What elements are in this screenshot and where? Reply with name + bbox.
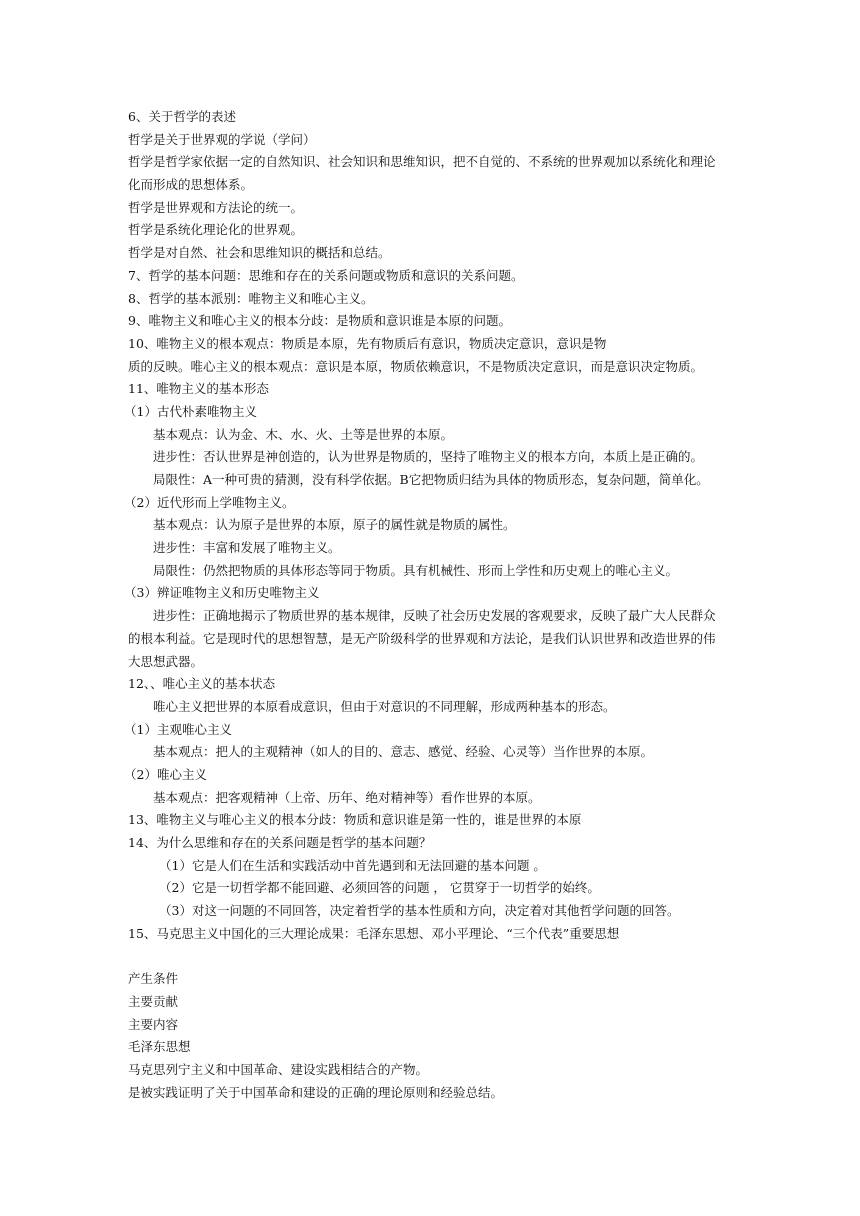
tail-line: 产生条件	[128, 971, 179, 987]
tail-line: 马克思列宁主义和中国革命、建设实践相结合的产物。	[128, 1061, 429, 1077]
progress-line: 进步性：否认世界是神创造的，认为世界是物质的，坚持了唯物主义的根本方向，本质上是正确的。	[153, 449, 704, 465]
section-15: 15、马克思主义中国化的三大理论成果：毛泽东思想、邓小平理论、“三个代表”重要思想	[128, 925, 620, 941]
spacer	[128, 945, 728, 968]
tail-line: 毛泽东思想	[128, 1039, 191, 1055]
section-6-line: 哲学是世界观和方法论的统一。	[128, 199, 304, 215]
progress-line: 的根本利益。它是现时代的思想智慧，是无产阶级科学的世界观和方法论，是我们认识世界和改造世界的伟	[128, 630, 716, 646]
section-10-line: 质的反映。唯心主义的根本观点：意识是本原，物质依赖意识，不是物质决定意识，而是意识决定物质。	[128, 358, 704, 374]
section-12-heading: 12、、唯心主义的基本状态	[128, 676, 276, 692]
progress-line: 进步性：丰富和发展了唯物主义。	[153, 540, 341, 556]
tail-line: 主要内容	[128, 1016, 179, 1032]
section-9: 9、唯物主义和唯心主义的根本分歧：是物质和意识谁是本原的问题。	[128, 313, 511, 329]
document-body	[124, 106, 728, 1104]
basic-view-line: 基本观点：把人的主观精神（如人的目的、意志、感觉、经验、心灵等）当作世界的本原。	[153, 744, 654, 760]
section-6-line: 哲学是系统化理论化的世界观。	[128, 222, 304, 238]
tail-line: 主要贡献	[128, 993, 179, 1009]
subsection-title: （2）唯心主义	[124, 766, 207, 782]
tail-line: 是被实践证明了关于中国革命和建设的正确的理论原则和经验总结。	[128, 1084, 504, 1100]
section-6-heading: 6、关于哲学的表述	[128, 109, 236, 124]
section-6-line: 哲学是对自然、社会和思维知识的概括和总结。	[128, 245, 391, 261]
basic-view-line: 基本观点：认为原子是世界的本原，原子的属性就是物质的属性。	[153, 517, 516, 533]
section-6-line: 化而形成的思想体系。	[128, 177, 254, 193]
section-6-line: 哲学是哲学家依据一定的自然知识、社会知识和思维知识，把不自觉的、不系统的世界观加以系统化和理论	[128, 154, 716, 170]
subsection-title: （1）主观唯心主义	[124, 721, 232, 737]
section-12-intro: 唯心主义把世界的本原看成意识，但由于对意识的不同理解，形成两种基本的形态。	[153, 698, 616, 714]
reason-item: （2）它是一切哲学都不能回避、必须回答的问题 ， 它贯穿于一切哲学的始终。	[159, 880, 600, 896]
limitation-line: 局限性：A一种可贵的猜测，没有科学依据。B它把物质归结为具体的物质形态，复杂问题，简单化。	[153, 472, 709, 487]
progress-line: 进步性：正确地揭示了物质世界的基本规律，反映了社会历史发展的客观要求，反映了最广大人民群众	[153, 608, 716, 624]
limitation-line: 局限性：仍然把物质的具体形态等同于物质。具有机械性、形而上学性和历史观上的唯心主义。	[153, 562, 679, 578]
reason-item: （1）它是人们在生活和实践活动中首先遇到和无法回避的基本问题 。	[159, 857, 546, 873]
subsection-title: （2）近代形而上学唯物主义。	[124, 494, 295, 510]
reason-item: （3）对这一问题的不同回答，决定着哲学的基本性质和方向，决定着对其他哲学问题的回答。	[159, 903, 680, 919]
section-7: 7、哲学的基本问题：思维和存在的关系问题或物质和意识的关系问题。	[128, 267, 524, 283]
subsection-title: （1）古代朴素唯物主义	[124, 403, 257, 419]
progress-line: 大思想武器。	[128, 653, 204, 669]
section-6-line: 哲学是关于世界观的学说（学问）	[128, 131, 316, 147]
section-13: 13、唯物主义与唯心主义的根本分歧：物质和意识谁是第一性的，谁是世界的本原	[128, 812, 582, 828]
basic-view-line: 基本观点：认为金、木、水、火、土等是世界的本原。	[153, 426, 454, 442]
section-14-heading: 14、为什么思维和存在的关系问题是哲学的基本问题？	[128, 835, 432, 850]
section-10-line: 10、唯物主义的根本观点：物质是本原，先有物质后有意识，物质决定意识，意识是物	[128, 335, 607, 351]
basic-view-line: 基本观点：把客观精神（上帝、历年、绝对精神等）看作世界的本原。	[153, 789, 541, 805]
section-11-heading: 11、唯物主义的基本形态	[128, 381, 269, 397]
subsection-title: （3）辨证唯物主义和历史唯物主义	[124, 585, 320, 601]
section-8: 8、哲学的基本派别：唯物主义和唯心主义。	[128, 290, 374, 306]
